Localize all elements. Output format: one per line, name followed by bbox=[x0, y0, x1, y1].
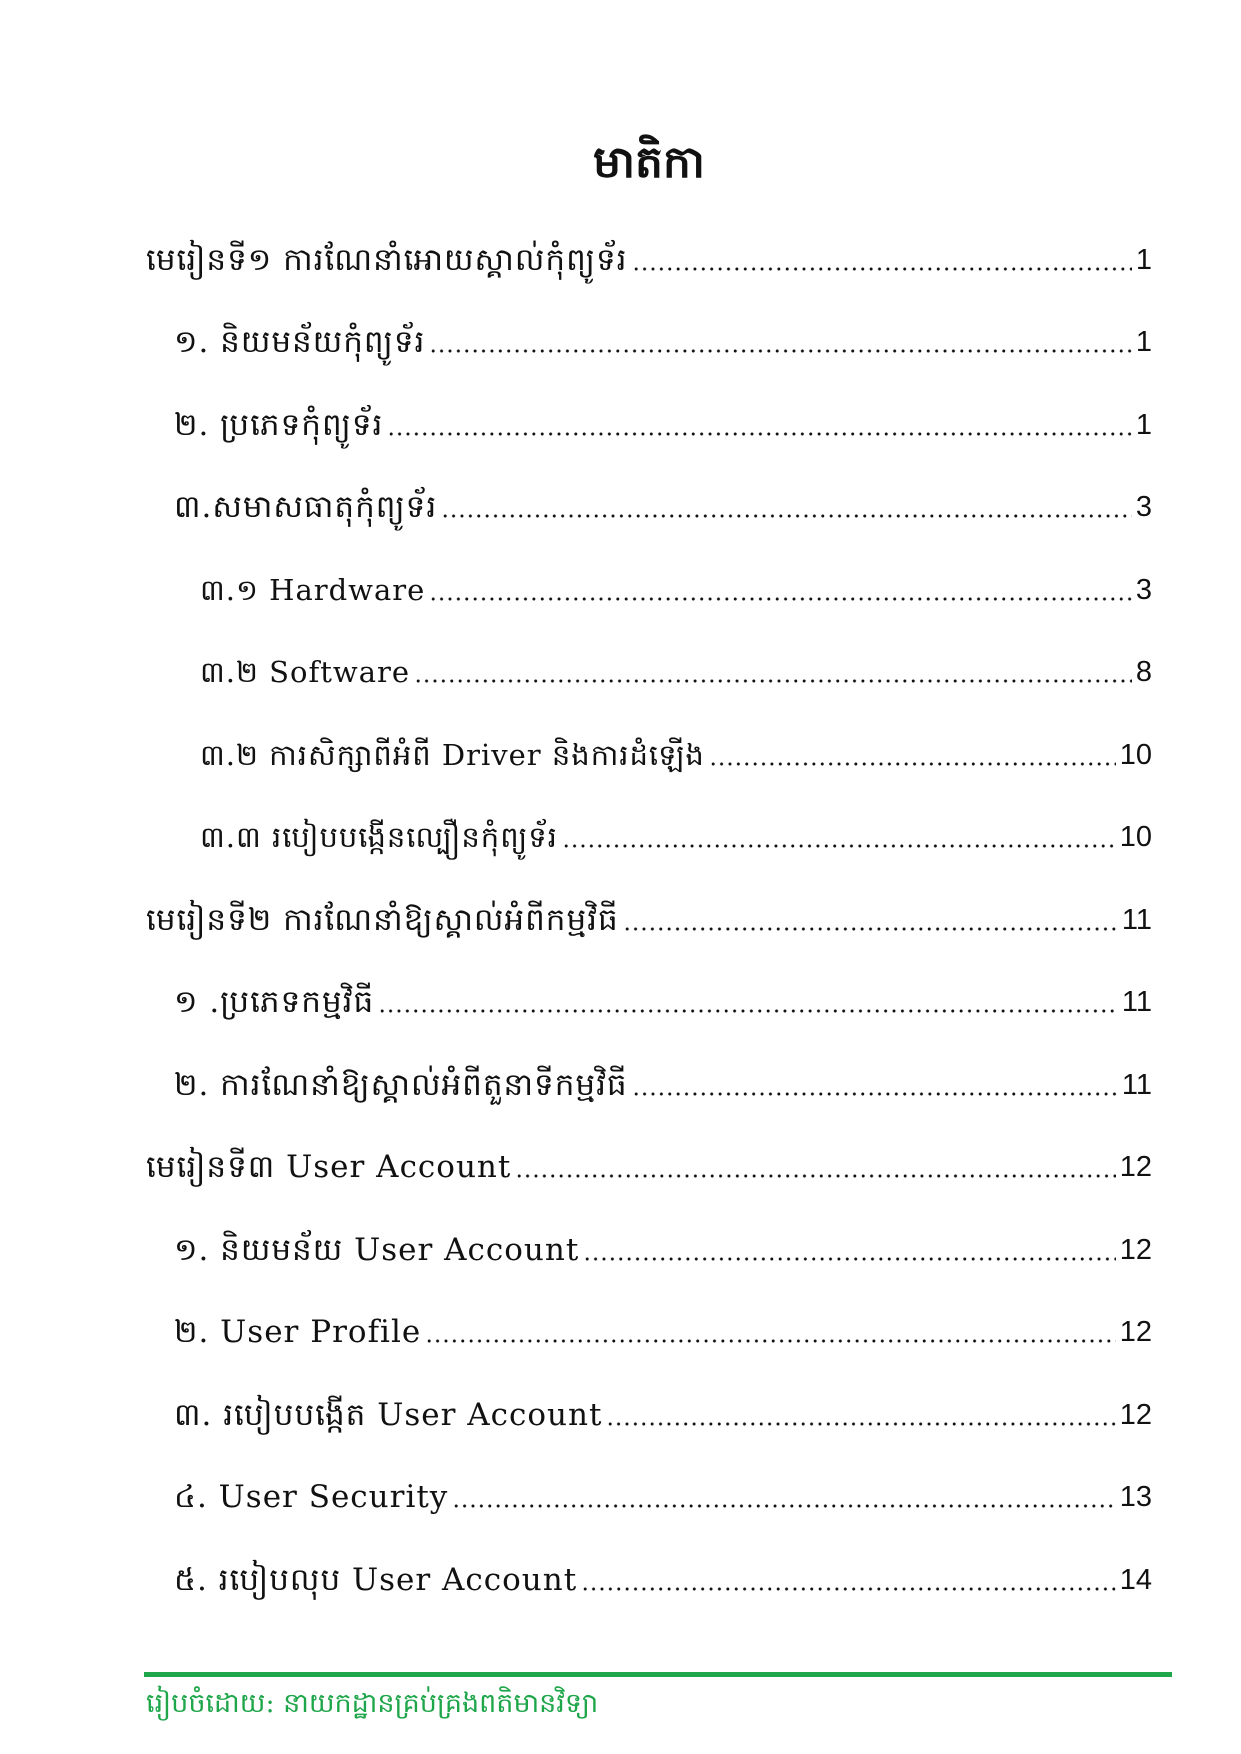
toc-entry-label: ៣.សមាសធាតុកុំព្យូទ័រ bbox=[174, 489, 438, 525]
toc-entry-page-number: 12 bbox=[1119, 1398, 1152, 1431]
toc-entry-label: ២. ប្រភេទកុំព្យូទ័រ bbox=[174, 406, 384, 443]
toc-entry-label: ២. User Profile bbox=[174, 1314, 422, 1350]
footer-divider bbox=[144, 1672, 1172, 1677]
toc-entry-page-number: 10 bbox=[1119, 738, 1152, 771]
toc-entry-page-number: 1 bbox=[1135, 326, 1152, 358]
dot-leader bbox=[452, 1503, 1115, 1509]
toc-entry-label: ៣. របៀបបង្កើត User Account bbox=[174, 1396, 603, 1433]
toc-entry-label: ៣.៣ របៀបបង្កើនល្បឿនកុំព្យូទ័រ bbox=[200, 820, 558, 854]
toc-entry-page-number: 1 bbox=[1135, 243, 1152, 276]
toc-entry bbox=[146, 551, 1152, 634]
toc-entry-page-number: 12 bbox=[1119, 1151, 1152, 1183]
toc-entry bbox=[146, 634, 1152, 717]
toc-entry-page-number: 11 bbox=[1121, 986, 1152, 1018]
toc-entry bbox=[146, 221, 1152, 304]
toc-entry bbox=[146, 1046, 1152, 1129]
toc-entry bbox=[146, 1541, 1152, 1624]
toc-entry-page-number: 8 bbox=[1135, 656, 1152, 688]
toc-entry bbox=[146, 1294, 1152, 1377]
toc-entry-page-number: 11 bbox=[1121, 903, 1152, 936]
dot-leader bbox=[632, 266, 1132, 272]
toc-entry bbox=[146, 469, 1152, 552]
toc-entry-label: ៣.១ Hardware bbox=[200, 572, 426, 607]
toc-entry-label: ៣.២ Software bbox=[200, 655, 411, 689]
toc-entry bbox=[146, 386, 1152, 469]
dot-leader bbox=[515, 1173, 1115, 1179]
toc-entry bbox=[146, 881, 1152, 964]
toc-entry-page-number: 3 bbox=[1135, 491, 1152, 523]
toc-entry-label: មេរៀនទី១ ការណែនាំអោយស្គាល់កុំព្យូទ័រ bbox=[146, 241, 628, 278]
toc-entry-label: មេរៀនទី៣ User Account bbox=[146, 1149, 512, 1185]
toc-entry-label: ៣.២ ការសិក្សាពីអំពី Driver និងការដំឡើង bbox=[200, 737, 705, 772]
dot-leader bbox=[632, 1091, 1118, 1097]
toc-entry bbox=[146, 1376, 1152, 1459]
dot-leader bbox=[441, 513, 1132, 519]
toc-entry bbox=[146, 1129, 1152, 1212]
toc-entry-page-number: 12 bbox=[1119, 1233, 1152, 1266]
toc-entry-label: ៥. របៀបលុប User Account bbox=[174, 1561, 578, 1598]
dot-leader bbox=[709, 761, 1116, 767]
page-title: មាតិកា bbox=[593, 137, 705, 188]
dot-leader bbox=[425, 1338, 1116, 1344]
toc-entry-label: មេរៀនទី២ ការណែនាំឱ្យស្គាល់អំពីកម្មវិធី bbox=[146, 901, 619, 938]
toc-entry-label: ៤. User Security bbox=[174, 1479, 449, 1515]
toc-entry-label: ១. និយមន័យកុំព្យូទ័រ bbox=[174, 324, 426, 360]
toc-entry-page-number: 3 bbox=[1135, 573, 1152, 606]
toc-entry-label: ១. និយមន័យ User Account bbox=[174, 1231, 580, 1268]
toc-entry bbox=[146, 716, 1152, 799]
toc-entry-label: ១ .ប្រភេទកម្មវិធី bbox=[174, 984, 375, 1020]
toc-entry bbox=[146, 799, 1152, 882]
toc-entry-page-number: 13 bbox=[1119, 1481, 1152, 1513]
dot-leader bbox=[378, 1008, 1118, 1014]
toc-entry bbox=[146, 304, 1152, 387]
dot-leader bbox=[562, 843, 1116, 849]
dot-leader bbox=[583, 1256, 1115, 1262]
toc-entry-page-number: 1 bbox=[1135, 408, 1152, 441]
toc-entry-page-number: 12 bbox=[1119, 1316, 1152, 1348]
toc-entry-page-number: 10 bbox=[1119, 821, 1152, 853]
dot-leader bbox=[606, 1421, 1115, 1427]
dot-leader bbox=[414, 678, 1132, 684]
toc-entry bbox=[146, 1211, 1152, 1294]
toc-entry bbox=[146, 964, 1152, 1047]
dot-leader bbox=[387, 431, 1131, 437]
footer-text: រៀបចំដោយ: នាយកដ្ឋានគ្រប់គ្រងពតិមានវិទ្យា bbox=[146, 1688, 599, 1719]
toc-entry-page-number: 11 bbox=[1121, 1068, 1152, 1101]
dot-leader bbox=[581, 1586, 1116, 1592]
dot-leader bbox=[623, 926, 1118, 932]
toc-entry-page-number: 14 bbox=[1119, 1563, 1152, 1596]
table-of-contents bbox=[146, 221, 1152, 1624]
toc-entry bbox=[146, 1459, 1152, 1542]
dot-leader bbox=[429, 348, 1132, 354]
toc-entry-label: ២. ការណែនាំឱ្យស្គាល់អំពីតួនាទីកម្មវិធី bbox=[174, 1066, 628, 1103]
dot-leader bbox=[429, 596, 1132, 602]
